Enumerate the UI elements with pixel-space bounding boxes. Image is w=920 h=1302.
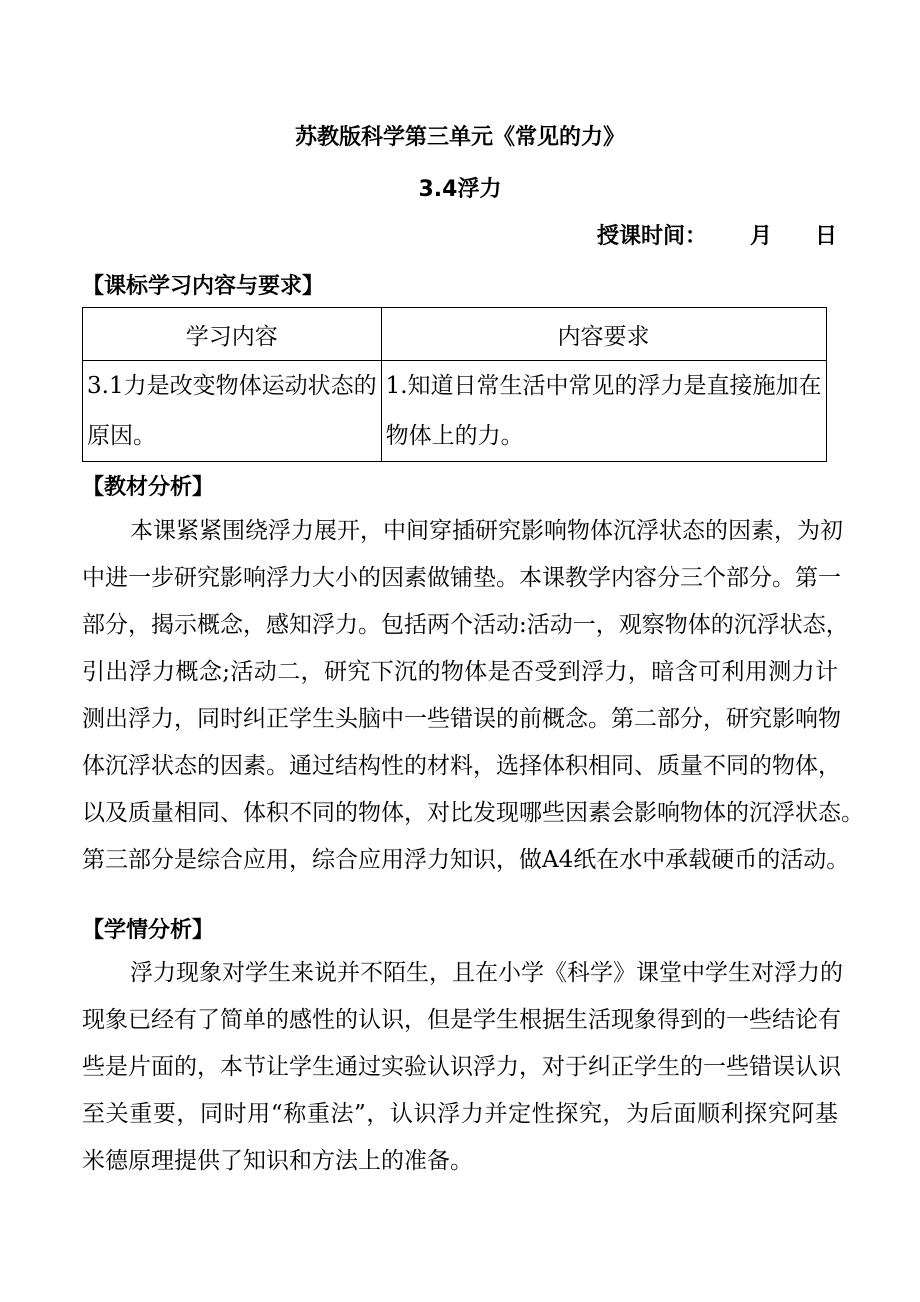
date-label: 授课时间： bbox=[597, 224, 708, 249]
paragraph-line: 米德原理提供了知识和方法上的准备。 bbox=[82, 1148, 473, 1174]
paragraph-line: 至关重要，同时用“称重法”，认识浮力并定性探究，为后面顺利探究阿基 bbox=[82, 1101, 838, 1127]
column-header: 学习内容 bbox=[83, 308, 382, 361]
lesson-title: 3.4浮力 bbox=[418, 177, 502, 202]
paragraph-line: 体沉浮状态的因素。通过结构性的材料，选择体积相同、质量不同的物体， bbox=[82, 753, 841, 779]
paragraph-line: 部分，揭示概念，感知浮力。包括两个活动:活动一，观察物体的沉浮状态， bbox=[82, 612, 849, 638]
section-heading-standards: 【课标学习内容与要求】 bbox=[82, 274, 325, 299]
cell-line: 3.1力是改变物体运动状态的 bbox=[87, 373, 377, 399]
standards-table bbox=[82, 307, 827, 462]
paragraph-line: 第三部分是综合应用，综合应用浮力知识，做A4纸在水中承载硬币的活动。 bbox=[82, 847, 850, 873]
date-day: 日 bbox=[815, 224, 838, 249]
date-month: 月 bbox=[750, 224, 773, 249]
table-header-row bbox=[83, 308, 827, 361]
column-header: 内容要求 bbox=[381, 308, 826, 361]
document-title: 苏教版科学第三单元《常见的力》 bbox=[294, 125, 625, 150]
paragraph-line: 中进一步研究影响浮力大小的因素做铺垫。本课教学内容分三个部分。第一 bbox=[82, 565, 841, 591]
section-heading-material: 【教材分析】 bbox=[82, 475, 215, 500]
table-cell-requirement bbox=[381, 361, 826, 462]
table-cell-content bbox=[83, 361, 382, 462]
paragraph-line: 些是片面的，本节让学生通过实验认识浮力，对于纠正学生的一些错误认识 bbox=[82, 1054, 841, 1080]
table-row bbox=[83, 361, 827, 462]
cell-line: 物体上的力。 bbox=[385, 423, 524, 449]
paragraph-line: 测出浮力，同时纠正学生头脑中一些错误的前概念。第二部分，研究影响物 bbox=[82, 706, 841, 732]
paragraph-line: 浮力现象对学生来说并不陌生，且在小学《科学》课堂中学生对浮力的 bbox=[130, 960, 843, 986]
paragraph-line: 以及质量相同、体积不同的物体，对比发现哪些因素会影响物体的沉浮状态。 bbox=[82, 800, 864, 826]
section-heading-students: 【学情分析】 bbox=[82, 918, 215, 943]
paragraph-line: 现象已经有了简单的感性的认识，但是学生根据生活现象得到的一些结论有 bbox=[82, 1007, 841, 1033]
paragraph-line: 引出浮力概念;活动二，研究下沉的物体是否受到浮力，暗含可利用测力计 bbox=[82, 659, 838, 685]
cell-line: 1.知道日常生活中常见的浮力是直接施加在 bbox=[385, 373, 822, 399]
paragraph-line: 本课紧紧围绕浮力展开，中间穿插研究影响物体沉浮状态的因素，为初 bbox=[130, 518, 843, 544]
cell-line: 原因。 bbox=[87, 423, 156, 449]
